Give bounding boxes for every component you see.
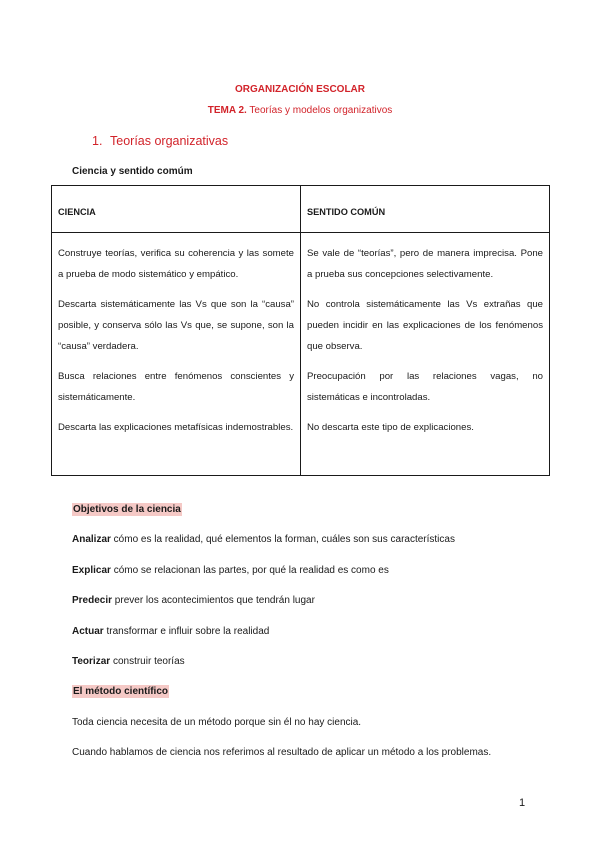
- objetivos-heading: Objetivos de la ciencia: [73, 504, 181, 515]
- ciencia-item: Descarta las explicaciones metafísicas indemostrables.: [58, 422, 294, 433]
- objetivo-term: Analizar: [72, 534, 111, 545]
- ciencia-item: Busca relaciones entre fenómenos conscientes y sistemáticamente.: [58, 371, 294, 403]
- objetivo-item: [72, 595, 315, 606]
- section-number: 1.: [92, 134, 103, 148]
- subtitle-topic-name: Teorías y modelos organizativos: [246, 105, 393, 116]
- objetivo-term: Actuar: [72, 626, 104, 637]
- subtitle-topic-number: TEMA 2.: [207, 105, 247, 116]
- ciencia-item: Descarta sistemáticamente las Vs que son la “causa” posible, y conserva sólo las Vs que, se supone, son la “causa” verdadera.: [58, 299, 294, 352]
- objetivo-text: transformar e influir sobre la realidad: [103, 626, 270, 637]
- ciencia-cell: [52, 233, 301, 476]
- column-header-sentido-comun: SENTIDO COMÚN: [301, 186, 550, 233]
- metodo-paragraph: Cuando hablamos de ciencia nos referimos al resultado de aplicar un método a los problemas.: [72, 747, 492, 758]
- section-title: Teorías organizativas: [110, 134, 229, 148]
- table-header-row: [52, 186, 550, 233]
- sentido-comun-cell: [301, 233, 550, 476]
- column-header-ciencia: CIENCIA: [52, 186, 301, 233]
- objetivo-term: Teorizar: [72, 656, 111, 667]
- sentido-comun-item: No controla sistemáticamente las Vs extrañas que pueden incidir en las explicaciones de los fenómenos que observa.: [307, 299, 543, 352]
- objetivo-item: [72, 565, 389, 576]
- metodo-paragraph: Toda ciencia necesita de un método porque sin él no hay ciencia.: [72, 717, 362, 728]
- objetivo-text: cómo se relacionan las partes, por qué la realidad es como es: [110, 565, 389, 576]
- objetivo-term: Explicar: [72, 565, 111, 576]
- metodo-heading: El método científico: [73, 686, 169, 697]
- objetivo-term: Predecir: [72, 595, 113, 606]
- objetivo-item: [72, 656, 185, 667]
- objetivo-text: construir teorías: [110, 656, 185, 667]
- sentido-comun-item: Preocupación por las relaciones vagas, no sistemáticas e incontroladas.: [307, 371, 543, 403]
- sentido-comun-item: Se vale de “teorías”, pero de manera imprecisa. Pone a prueba sus concepciones selectivamente.: [307, 248, 543, 280]
- comparison-table: [51, 185, 550, 476]
- table-caption: Ciencia y sentido comúm: [72, 166, 193, 177]
- section-heading: [92, 134, 228, 148]
- objetivo-text: prever los acontecimientos que tendrán lugar: [112, 595, 315, 606]
- document-title: ORGANIZACIÓN ESCOLAR: [235, 84, 365, 95]
- sentido-comun-item: No descarta este tipo de explicaciones.: [307, 422, 474, 433]
- objetivo-text: cómo es la realidad, qué elementos la forman, cuáles son sus características: [110, 534, 455, 545]
- page-number: 1: [519, 797, 526, 809]
- document-subtitle: [0, 105, 600, 116]
- objetivo-item: [72, 534, 455, 545]
- table-body-row: [52, 233, 550, 476]
- objetivo-item: [72, 626, 269, 637]
- ciencia-item: Construye teorías, verifica su coherencia y las somete a prueba de modo sistemático y empático.: [58, 248, 294, 280]
